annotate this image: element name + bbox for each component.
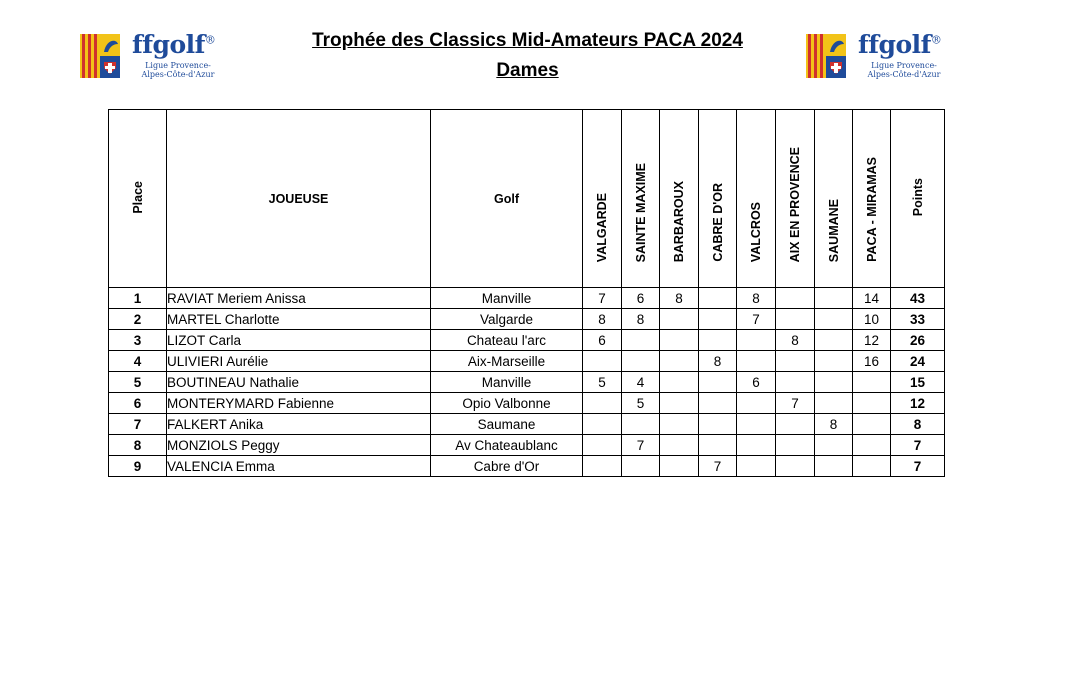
score-cell [737, 330, 776, 351]
points-cell: 8 [891, 414, 945, 435]
score-cell [660, 393, 699, 414]
golf-cell: Manville [431, 288, 583, 309]
col-header-event: AIX EN PROVENCE [776, 110, 815, 288]
col-header-player: JOUEUSE [167, 110, 431, 288]
score-cell [583, 393, 622, 414]
score-cell: 8 [660, 288, 699, 309]
score-cell [815, 351, 853, 372]
table-body [109, 288, 945, 477]
score-cell [853, 393, 891, 414]
points-cell: 12 [891, 393, 945, 414]
score-cell [776, 435, 815, 456]
score-cell: 4 [622, 372, 660, 393]
logo-subtitle: Ligue Provence-Alpes-Côte-d'Azur [141, 61, 215, 79]
score-cell [815, 393, 853, 414]
table-row [109, 372, 945, 393]
score-cell [776, 309, 815, 330]
points-cell: 7 [891, 435, 945, 456]
score-cell: 7 [737, 309, 776, 330]
score-cell [853, 372, 891, 393]
score-cell: 16 [853, 351, 891, 372]
table-row [109, 288, 945, 309]
page-title: Trophée des Classics Mid-Amateurs PACA 2024 [312, 30, 743, 51]
points-cell: 15 [891, 372, 945, 393]
score-cell [660, 372, 699, 393]
score-cell [815, 309, 853, 330]
player-cell: VALENCIA Emma [167, 456, 431, 477]
score-cell [583, 414, 622, 435]
score-cell [815, 456, 853, 477]
score-cell [815, 330, 853, 351]
score-cell [737, 456, 776, 477]
col-header-event: PACA - MIRAMAS [853, 110, 891, 288]
place-cell: 1 [109, 288, 167, 309]
provence-crest-icon [80, 34, 120, 80]
score-cell: 6 [737, 372, 776, 393]
score-cell [737, 393, 776, 414]
place-cell: 7 [109, 414, 167, 435]
score-cell: 5 [622, 393, 660, 414]
player-cell: MONZIOLS Peggy [167, 435, 431, 456]
place-cell: 6 [109, 393, 167, 414]
score-cell [776, 414, 815, 435]
score-cell [699, 330, 737, 351]
score-cell [699, 309, 737, 330]
score-cell [583, 351, 622, 372]
place-cell: 2 [109, 309, 167, 330]
score-cell [660, 435, 699, 456]
score-cell: 6 [583, 330, 622, 351]
results-table [108, 109, 945, 477]
score-cell: 8 [622, 309, 660, 330]
score-cell [853, 456, 891, 477]
points-cell: 7 [891, 456, 945, 477]
col-header-place: Place [109, 110, 167, 288]
score-cell: 8 [815, 414, 853, 435]
player-cell: BOUTINEAU Nathalie [167, 372, 431, 393]
golf-cell: Opio Valbonne [431, 393, 583, 414]
score-cell: 14 [853, 288, 891, 309]
logo-wordmark: ffgolf® [858, 30, 942, 59]
score-cell [737, 414, 776, 435]
score-cell: 8 [583, 309, 622, 330]
score-cell: 6 [622, 288, 660, 309]
place-cell: 4 [109, 351, 167, 372]
score-cell [622, 456, 660, 477]
points-cell: 26 [891, 330, 945, 351]
place-cell: 9 [109, 456, 167, 477]
score-cell [660, 309, 699, 330]
score-cell: 12 [853, 330, 891, 351]
col-header-event: BARBAROUX [660, 110, 699, 288]
player-cell: MONTERYMARD Fabienne [167, 393, 431, 414]
golf-cell: Chateau l'arc [431, 330, 583, 351]
points-cell: 24 [891, 351, 945, 372]
col-header-golf: Golf [431, 110, 583, 288]
golf-cell: Av Chateaublanc [431, 435, 583, 456]
score-cell [699, 288, 737, 309]
table-row [109, 309, 945, 330]
score-cell: 7 [583, 288, 622, 309]
golf-cell: Saumane [431, 414, 583, 435]
place-cell: 5 [109, 372, 167, 393]
ffgolf-logo-left [80, 30, 220, 90]
col-header-event: VALCROS [737, 110, 776, 288]
score-cell [815, 288, 853, 309]
score-cell [737, 435, 776, 456]
page-subtitle: Dames [496, 60, 559, 81]
score-cell [699, 393, 737, 414]
score-cell [699, 435, 737, 456]
score-cell [699, 372, 737, 393]
table-row [109, 330, 945, 351]
score-cell [776, 288, 815, 309]
score-cell [737, 351, 776, 372]
player-cell: ULIVIERI Aurélie [167, 351, 431, 372]
logo-wordmark: ffgolf® [132, 30, 216, 59]
score-cell [853, 435, 891, 456]
score-cell [776, 456, 815, 477]
col-header-event: CABRE D'OR [699, 110, 737, 288]
golf-cell: Valgarde [431, 309, 583, 330]
table-row [109, 456, 945, 477]
score-cell: 7 [622, 435, 660, 456]
header-row [109, 110, 945, 288]
table-row [109, 351, 945, 372]
score-cell [815, 372, 853, 393]
col-header-points: Points [891, 110, 945, 288]
score-cell: 8 [737, 288, 776, 309]
player-cell: LIZOT Carla [167, 330, 431, 351]
score-cell: 8 [699, 351, 737, 372]
score-cell [776, 351, 815, 372]
player-cell: MARTEL Charlotte [167, 309, 431, 330]
score-cell [776, 372, 815, 393]
golf-cell: Manville [431, 372, 583, 393]
score-cell [660, 456, 699, 477]
points-cell: 43 [891, 288, 945, 309]
player-cell: FALKERT Anika [167, 414, 431, 435]
score-cell [660, 351, 699, 372]
score-cell: 7 [699, 456, 737, 477]
col-header-event: VALGARDE [583, 110, 622, 288]
score-cell [699, 414, 737, 435]
score-cell [853, 414, 891, 435]
place-cell: 3 [109, 330, 167, 351]
score-cell: 10 [853, 309, 891, 330]
col-header-event: SAUMANE [815, 110, 853, 288]
score-cell [815, 435, 853, 456]
score-cell [660, 414, 699, 435]
score-cell [622, 351, 660, 372]
place-cell: 8 [109, 435, 167, 456]
player-cell: RAVIAT Meriem Anissa [167, 288, 431, 309]
score-cell [622, 330, 660, 351]
score-cell [660, 330, 699, 351]
score-cell: 5 [583, 372, 622, 393]
score-cell: 7 [776, 393, 815, 414]
score-cell [583, 456, 622, 477]
score-cell [622, 414, 660, 435]
score-cell [583, 435, 622, 456]
table-row [109, 435, 945, 456]
golf-cell: Cabre d'Or [431, 456, 583, 477]
table-row [109, 414, 945, 435]
points-cell: 33 [891, 309, 945, 330]
col-header-event: SAINTE MAXIME [622, 110, 660, 288]
table-row [109, 393, 945, 414]
golf-cell: Aix-Marseille [431, 351, 583, 372]
logo-subtitle: Ligue Provence-Alpes-Côte-d'Azur [867, 61, 941, 79]
score-cell: 8 [776, 330, 815, 351]
